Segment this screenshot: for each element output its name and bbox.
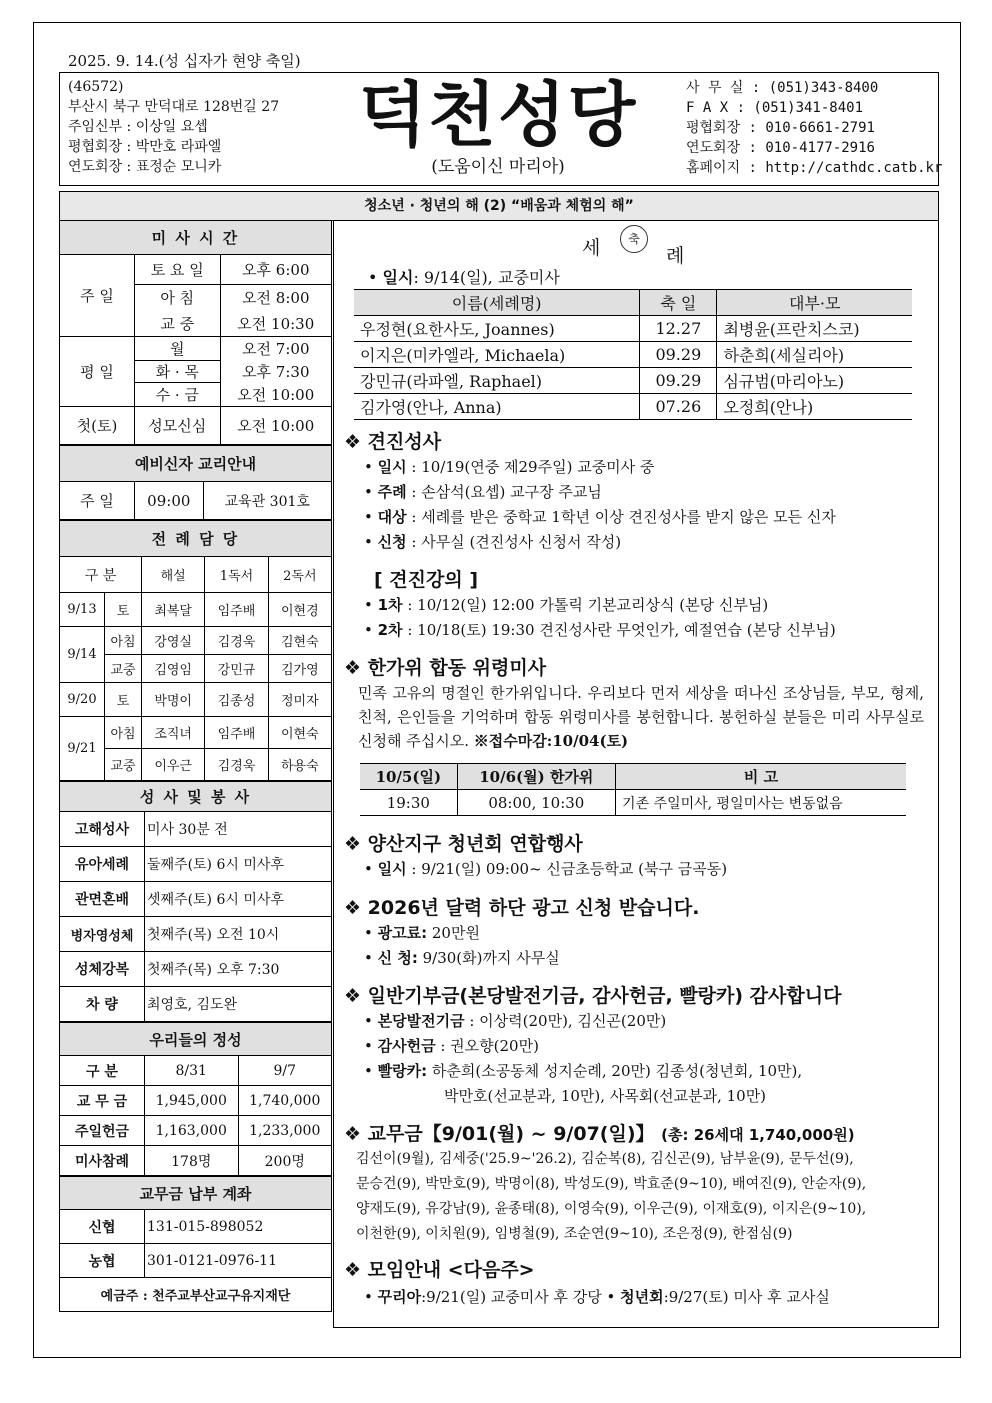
calendar-heading: ❖ 2026년 달력 하단 광고 신청 받습니다.	[344, 897, 700, 919]
mass-time: 오전 10:30	[220, 311, 331, 337]
account-holder: 예금주 : 천주교부산교구유지재단	[60, 1278, 332, 1312]
item-text: : 이상력(20만), 김신곤(20만)	[464, 1012, 667, 1030]
chuseok-deadline: ※접수마감:10/04(토)	[473, 732, 629, 750]
catechumen-time: 09:00	[135, 482, 204, 520]
item-text: : 10/18(토) 19:30 견진성사란 무엇인가, 예절연습 (본당 신부님)	[402, 621, 836, 639]
liturgy-mass: 아침	[105, 627, 142, 655]
item-label: 감사헌금	[377, 1037, 436, 1055]
sacrament-label: 고해성사	[60, 812, 145, 847]
item-label: 일시	[377, 458, 407, 476]
sacrament-label: 성체강복	[60, 952, 145, 987]
tithe-line: 김선이(9월), 김세중('25.9~'26.2), 김순복(8), 김신곤(9), 남부윤(9), 문두선(9),	[356, 1151, 854, 1167]
offering-label: 교 무 금	[60, 1086, 145, 1116]
list-item: • 광고료: 20만원	[364, 924, 480, 942]
list-item: • 대상 : 세례를 받은 중학교 1학년 이상 견진성사를 받지 않은 모든 신자	[364, 508, 836, 526]
account-table	[59, 1176, 332, 1312]
celebration-seal-icon: 축	[620, 225, 648, 253]
liturgy-cell: 최복달	[142, 593, 205, 627]
account-title: 교무금 납부 계좌	[60, 1177, 332, 1210]
church-name: 덕천성당	[358, 74, 638, 156]
right-column	[333, 220, 939, 1328]
item-text: 하춘희(소공동체 성지순례, 20만) 김종성(청년회, 10만),	[427, 1062, 803, 1080]
mass-times-title: 미 사 시 간	[60, 221, 332, 255]
meeting-title: 모임안내 <다음주>	[367, 1259, 535, 1281]
yeondo-head: 연도회장 : 표정순 모니카	[68, 159, 222, 175]
item-label: 주례	[377, 483, 407, 501]
liturgy-cell: 김경욱	[205, 627, 268, 655]
account-number: 131-015-898052	[145, 1210, 332, 1244]
baptism-feast: 09.29	[640, 368, 717, 394]
postal-code: (46572)	[68, 79, 124, 95]
offering-value: 1,163,000	[145, 1116, 239, 1146]
baptism-godparent: 최병윤(프란치스코)	[717, 316, 912, 342]
item-label: 신 청:	[377, 949, 418, 967]
chuseok-cell: 19:30	[360, 790, 457, 816]
mass-time: 오후 7:30	[220, 361, 331, 383]
offering-value: 200명	[238, 1146, 332, 1176]
mass-day: 아 침	[135, 285, 221, 311]
youth-event-title: 양산지구 청년회 연합행사	[367, 833, 583, 855]
liturgy-title: 전 례 담 당	[60, 521, 332, 557]
meeting-heading: ❖ 모임안내 <다음주>	[344, 1259, 535, 1281]
chuseok-cell: 기존 주일미사, 평일미사는 변동없음	[616, 790, 906, 816]
list-item: • 2차 : 10/18(토) 19:30 견진성사란 무엇인가, 예절연습 (본당 신부님)	[364, 621, 836, 639]
offering-header: 8/31	[145, 1056, 239, 1086]
chuseok-cell: 08:00, 10:30	[457, 790, 615, 816]
item-label: 본당발전기금	[377, 1012, 465, 1030]
offering-value: 1,740,000	[238, 1086, 332, 1116]
item-label: 꾸리아	[377, 1288, 422, 1306]
liturgy-table	[59, 520, 332, 781]
sacrament-info: 셋째주(토) 6시 미사후	[145, 882, 332, 917]
tithe-total: (총: 26세대 1,740,000원)	[661, 1126, 855, 1144]
donation-items	[364, 1009, 802, 1109]
mass-time: 오후 6:00	[220, 255, 331, 285]
baptism-date-value: : 9/14(일), 교중미사	[413, 268, 560, 287]
catechumen-title: 예비신자 교리안내	[60, 446, 332, 482]
mass-day: 화 · 목	[135, 361, 221, 383]
tithe-line: 양재도(9), 유강남(9), 윤종태(8), 이영숙(9), 이우근(9), 이재호(9), 이지은(9~10),	[356, 1201, 867, 1217]
liturgy-cell: 이현숙	[268, 717, 331, 749]
mass-day: 수 · 금	[135, 383, 221, 407]
item-text: : 세례를 받은 중학교 1학년 이상 견진성사를 받지 않은 모든 신자	[406, 508, 836, 526]
liturgy-date: 9/14	[60, 627, 105, 683]
offering-header: 구 분	[60, 1056, 145, 1086]
sacrament-info: 미사 30분 전	[145, 812, 332, 847]
baptism-date: • 일시: 9/14(일), 교중미사	[368, 268, 560, 287]
tithe-heading: ❖ 교무금【9/01(월) ~ 9/07(일)】 (총: 26세대 1,740,000원)	[344, 1123, 855, 1145]
mass-time: 오전 10:00	[220, 383, 331, 407]
liturgy-mass: 교중	[105, 749, 142, 781]
bank-name: 신협	[60, 1210, 145, 1244]
catechumen-table	[59, 445, 332, 520]
sacrament-label: 유아세례	[60, 847, 145, 882]
baptism-name: 우정현(요한사도, Joannes)	[354, 316, 640, 342]
lecture-title: [ 견진강의 ]	[374, 569, 479, 591]
tithe-line: 이천한(9), 이치원(9), 임병철(9), 조순연(9~10), 조은정(9), 한점심(9)	[356, 1226, 793, 1242]
contact-council: 평협회장 : 010-6661-2791	[686, 120, 875, 136]
list-item: • 빨랑카: 하춘희(소공동체 성지순례, 20만) 김종성(청년회, 10만),	[364, 1062, 803, 1080]
item-label: 빨랑카:	[377, 1062, 428, 1080]
chuseok-title: 한가위 합동 위령미사	[367, 657, 547, 679]
item-label: 2차	[377, 621, 403, 639]
liturgy-cell: 강영실	[142, 627, 205, 655]
left-column	[59, 220, 332, 1312]
item-text: : 손삼석(요셉) 교구장 주교님	[406, 483, 602, 501]
item-text: : 사무실 (견진성사 신청서 작성)	[406, 533, 622, 551]
baptism-name: 이지은(미카엘라, Michaela)	[354, 342, 640, 368]
offering-value: 178명	[145, 1146, 239, 1176]
calendar-title: 2026년 달력 하단 광고 신청 받습니다.	[367, 897, 700, 919]
sacraments-title: 성 사 및 봉 사	[60, 782, 332, 812]
item-label: 신청	[377, 533, 407, 551]
mass-day: 교 중	[135, 311, 221, 337]
catechumen-place: 교육관 301호	[203, 482, 331, 520]
baptism-feast: 07.26	[640, 394, 717, 420]
sacrament-info: 둘째주(토) 6시 미사후	[145, 847, 332, 882]
tithe-title: 교무금【9/01(월) ~ 9/07(일)】	[367, 1123, 655, 1145]
item-text: : 10/19(연중 제29주일) 교중미사 중	[406, 458, 655, 476]
list-item: • 신 청: 9/30(화)까지 사무실	[364, 949, 560, 967]
sacrament-info: 첫째주(목) 오후 7:30	[145, 952, 332, 987]
contact-fax: F A X : (051)341-8401	[686, 100, 864, 116]
liturgy-header: 2독서	[268, 557, 331, 593]
mass-day: 토 요 일	[135, 255, 221, 285]
baptism-header: 축 일	[640, 290, 717, 316]
liturgy-mass: 토	[105, 683, 142, 717]
liturgy-cell: 김종성	[205, 683, 268, 717]
baptism-godparent: 하춘희(세실리아)	[717, 342, 912, 368]
youth-event-heading: ❖ 양산지구 청년회 연합행사	[344, 833, 583, 855]
first-saturday-label: 첫(토)	[60, 407, 135, 445]
list-item: • 일시 : 9/21(일) 09:00~ 신금초등학교 (북구 금곡동)	[364, 860, 728, 878]
baptism-name: 김가영(안나, Anna)	[354, 394, 640, 420]
sacrament-info: 최영호, 김도완	[145, 987, 332, 1022]
offering-table	[59, 1022, 332, 1176]
sacrament-label: 차 량	[60, 987, 145, 1022]
chuseok-text	[358, 681, 924, 753]
donation-heading: ❖ 일반기부금(본당발전기금, 감사헌금, 빨랑카) 감사합니다	[344, 985, 842, 1007]
sunday-label: 주 일	[60, 255, 135, 337]
item-label: 1차	[377, 596, 403, 614]
year-theme-banner: 청소년 · 청년의 해 (2) “배움과 체험의 해”	[59, 191, 939, 221]
liturgy-cell: 이우근	[142, 749, 205, 781]
lecture-items	[364, 593, 836, 643]
chuseok-heading: ❖ 한가위 합동 위령미사	[344, 657, 547, 679]
offering-title: 우리들의 정성	[60, 1023, 332, 1056]
baptism-date-label: 일시	[382, 268, 414, 287]
offering-label: 주일헌금	[60, 1116, 145, 1146]
donation-title: 일반기부금(본당발전기금, 감사헌금, 빨랑카) 감사합니다	[367, 985, 842, 1007]
list-item: • 1차 : 10/12(일) 12:00 가톨릭 기본교리상식 (본당 신부님)	[364, 596, 769, 614]
list-item: • 주례 : 손삼석(요셉) 교구장 주교님	[364, 483, 602, 501]
liturgy-cell: 조직녀	[142, 717, 205, 749]
patron-saint: (도움이신 마리아)	[431, 157, 565, 177]
sacrament-info: 첫째주(목) 오전 10시	[145, 917, 332, 952]
liturgy-mass: 교중	[105, 655, 142, 683]
chuseok-table	[360, 763, 906, 816]
item-text: :9/21(일) 교중미사 후 강당	[421, 1288, 607, 1306]
baptism-godparent: 심규범(마리아노)	[717, 368, 912, 394]
liturgy-header: 구 분	[60, 557, 142, 593]
liturgy-cell: 김영임	[142, 655, 205, 683]
liturgy-mass: 아침	[105, 717, 142, 749]
liturgy-date: 9/13	[60, 593, 105, 627]
liturgy-header: 1독서	[205, 557, 268, 593]
catechumen-day: 주 일	[60, 482, 135, 520]
chuseok-header: 비 고	[616, 764, 906, 790]
liturgy-cell: 김현숙	[268, 627, 331, 655]
liturgy-cell: 김가영	[268, 655, 331, 683]
baptism-header: 이름(세례명)	[354, 290, 640, 316]
liturgy-cell: 김경욱	[205, 749, 268, 781]
item-label: 청년회	[620, 1288, 664, 1306]
liturgy-cell: 임주배	[205, 593, 268, 627]
mass-time: 오전 7:00	[220, 337, 331, 361]
liturgy-cell: 정미자	[268, 683, 331, 717]
liturgy-cell: 박명이	[142, 683, 205, 717]
item-text: :9/27(토) 미사 후 교사실	[663, 1288, 830, 1306]
item-text: 9/30(화)까지 사무실	[417, 949, 560, 967]
item-text: : 권오향(20만)	[435, 1037, 539, 1055]
item-label: 대상	[377, 508, 407, 526]
list-item: • 본당발전기금 : 이상력(20만), 김신곤(20만)	[364, 1012, 667, 1030]
confirmation-title: 견진성사	[367, 431, 442, 453]
liturgy-cell: 강민규	[205, 655, 268, 683]
council-head: 평협회장 : 박만호 라파엘	[68, 139, 222, 155]
liturgy-date: 9/21	[60, 717, 105, 781]
baptism-feast: 12.27	[640, 316, 717, 342]
item-label: 일시	[377, 860, 407, 878]
item-text: : 9/21(일) 09:00~ 신금초등학교 (북구 금곡동)	[406, 860, 728, 878]
weekday-label: 평 일	[60, 337, 135, 407]
baptism-feast: 09.29	[640, 342, 717, 368]
liturgy-date: 9/20	[60, 683, 105, 717]
chuseok-header: 10/5(일)	[360, 764, 457, 790]
meeting-info: • 꾸리아:9/21(일) 교중미사 후 강당 • 청년회:9/27(토) 미사 후 교사실	[364, 1288, 830, 1306]
contact-homepage[interactable]: 홈페이지 : http://cathdc.catb.kr	[686, 160, 943, 176]
liturgy-cell: 임주배	[205, 717, 268, 749]
liturgy-cell: 하용숙	[268, 749, 331, 781]
tithe-list	[356, 1147, 866, 1247]
sacraments-table	[59, 781, 332, 1022]
chuseok-body: 민족 고유의 명절인 한가위입니다. 우리보다 먼저 세상을 떠나신 조상님들, 부모, 형제, 친척, 은인들을 기억하며 합동 위령미사를 봉헌합니다. 봉헌하실 분들은 미리 사무실로 신청해 주십시오.	[358, 684, 924, 750]
mass-day: 월	[135, 337, 221, 361]
tithe-line: 문승건(9), 박만호(9), 박명이(8), 박성도(9), 박효준(9~10), 배여진(9), 안순자(9),	[356, 1176, 867, 1192]
list-item: • 신청 : 사무실 (견진성사 신청서 작성)	[364, 533, 622, 551]
mass-time: 오전 10:00	[220, 407, 331, 445]
baptism-header: 대부·모	[717, 290, 912, 316]
baptism-name: 강민규(라파엘, Raphael)	[354, 368, 640, 394]
bulletin-date: 2025. 9. 14.(성 십자가 현양 축일)	[68, 52, 301, 70]
baptism-godparent: 오정희(안나)	[717, 394, 912, 420]
pastor: 주임신부 : 이상일 요셉	[68, 119, 208, 135]
contact-office: 사 무 실 : (051)343-8400	[686, 80, 879, 96]
mass-times-table	[59, 220, 332, 445]
offering-header: 9/7	[238, 1056, 332, 1086]
chuseok-header: 10/6(월) 한가위	[457, 764, 615, 790]
contact-yeondo: 연도회장 : 010-4177-2916	[686, 140, 875, 156]
sacrament-label: 관면혼배	[60, 882, 145, 917]
item-text: 20만원	[427, 924, 480, 942]
mass-time: 오전 8:00	[220, 285, 331, 311]
offering-value: 1,233,000	[238, 1116, 332, 1146]
liturgy-mass: 토	[105, 593, 142, 627]
list-item: • 일시 : 10/19(연중 제29주일) 교중미사 중	[364, 458, 655, 476]
liturgy-cell: 이현경	[268, 593, 331, 627]
account-number: 301-0121-0976-11	[145, 1244, 332, 1278]
list-item: • 감사헌금 : 권오향(20만)	[364, 1037, 539, 1055]
calendar-items	[364, 921, 560, 971]
baptism-title-1: 세	[582, 237, 601, 259]
item-label: 광고료:	[377, 924, 428, 942]
item-text: : 10/12(일) 12:00 가톨릭 기본교리상식 (본당 신부님)	[402, 596, 769, 614]
bank-name: 농협	[60, 1244, 145, 1278]
donation-continued: 박만호(선교분과, 10만), 사목회(선교분과, 10만)	[444, 1087, 767, 1105]
offering-label: 미사참례	[60, 1146, 145, 1176]
address: 부산시 북구 만덕대로 128번길 27	[68, 99, 280, 115]
baptism-table	[354, 289, 912, 420]
confirmation-heading: ❖ 견진성사	[344, 431, 442, 453]
sacrament-label: 병자영성체	[60, 917, 145, 952]
confirmation-items	[364, 455, 836, 555]
offering-value: 1,945,000	[145, 1086, 239, 1116]
baptism-title-2: 례	[666, 245, 685, 267]
liturgy-header: 해설	[142, 557, 205, 593]
mass-day: 성모신심	[135, 407, 221, 445]
